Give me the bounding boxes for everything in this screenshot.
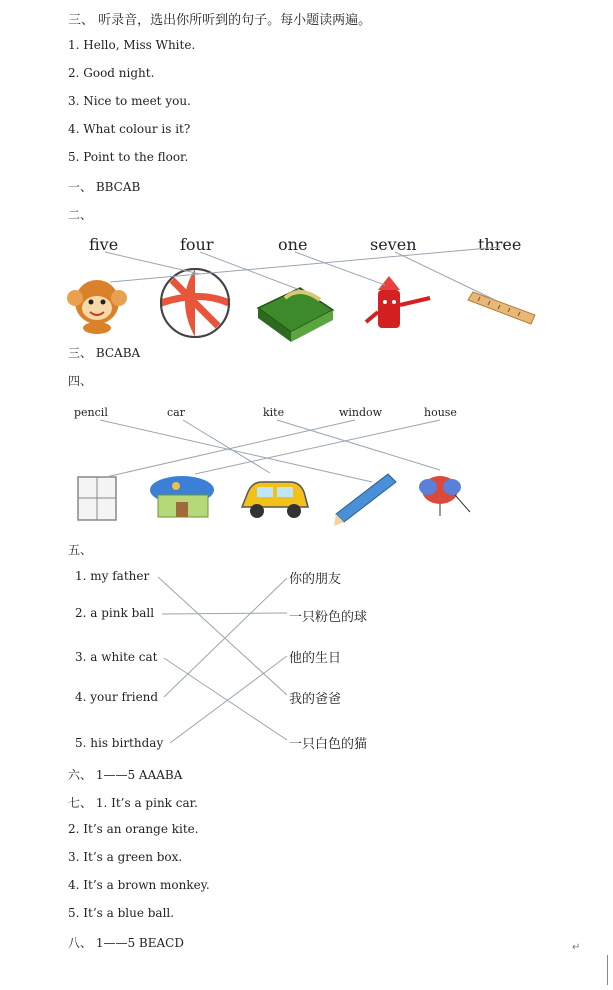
match5-right-5: 一只白色的猫: [289, 737, 368, 752]
answer-section-6: 六、 1——5 AAABA: [68, 768, 183, 782]
match5-right-1: 你的朋友: [289, 572, 342, 587]
answer-section-3: 三、 BCABA: [68, 346, 141, 360]
match4-word-pencil: pencil: [74, 406, 108, 419]
return-mark: ↵: [572, 942, 581, 953]
section3-item-3: 3. Nice to meet you.: [68, 94, 191, 108]
match5-left-5: 5. his birthday: [75, 736, 164, 750]
match4-word-window: window: [339, 406, 383, 419]
section3-item-5: 5. Point to the floor.: [68, 150, 189, 164]
match2-word-one: one: [278, 235, 308, 254]
section3-item-2: 2. Good night.: [68, 66, 155, 80]
match4-word-house: house: [424, 406, 457, 419]
section7-item-2: 2. It’s an orange kite.: [68, 822, 199, 836]
section5-label: 五、: [68, 543, 93, 557]
match4-word-kite: kite: [263, 406, 285, 419]
answer-section-1: 一、 BBCAB: [68, 180, 141, 194]
section7-label: 七、: [68, 796, 93, 810]
match5-left-4: 4. your friend: [75, 690, 159, 704]
section7-item-4: 4. It’s a brown monkey.: [68, 878, 210, 892]
match5-right-2: 一只粉色的球: [289, 610, 368, 625]
section7-item-5: 5. It’s a blue ball.: [68, 906, 175, 920]
answer-section-8: 八、 1——5 BEACD: [68, 936, 184, 950]
match2-word-three: three: [478, 235, 522, 254]
section4-label: 四、: [68, 374, 93, 388]
section7-heading: [68, 794, 198, 811]
section3-heading: 三、 听录音，选出你所听到的句子。每小题读两遍。: [68, 13, 372, 28]
match5-left-1: 1. my father: [75, 569, 150, 583]
page-edge-divider: [607, 955, 608, 985]
match5-right-3: 他的生日: [289, 651, 342, 666]
match2-word-five: five: [89, 235, 119, 254]
match5-right-4: 我的爸爸: [289, 692, 342, 707]
match5-left-3: 3. a white cat: [75, 650, 158, 664]
match5-left-2: 2. a pink ball: [75, 606, 155, 620]
section7-item-3: 3. It’s a green box.: [68, 850, 183, 864]
section2-label: 二、: [68, 208, 93, 222]
match2-word-four: four: [180, 235, 214, 254]
match4-word-car: car: [167, 406, 185, 419]
match2-word-seven: seven: [370, 235, 417, 254]
section7-item-1: 1. It’s a pink car.: [95, 796, 198, 810]
section3-item-4: 4. What colour is it?: [68, 122, 191, 136]
section3-item-1: 1. Hello, Miss White.: [68, 38, 196, 52]
